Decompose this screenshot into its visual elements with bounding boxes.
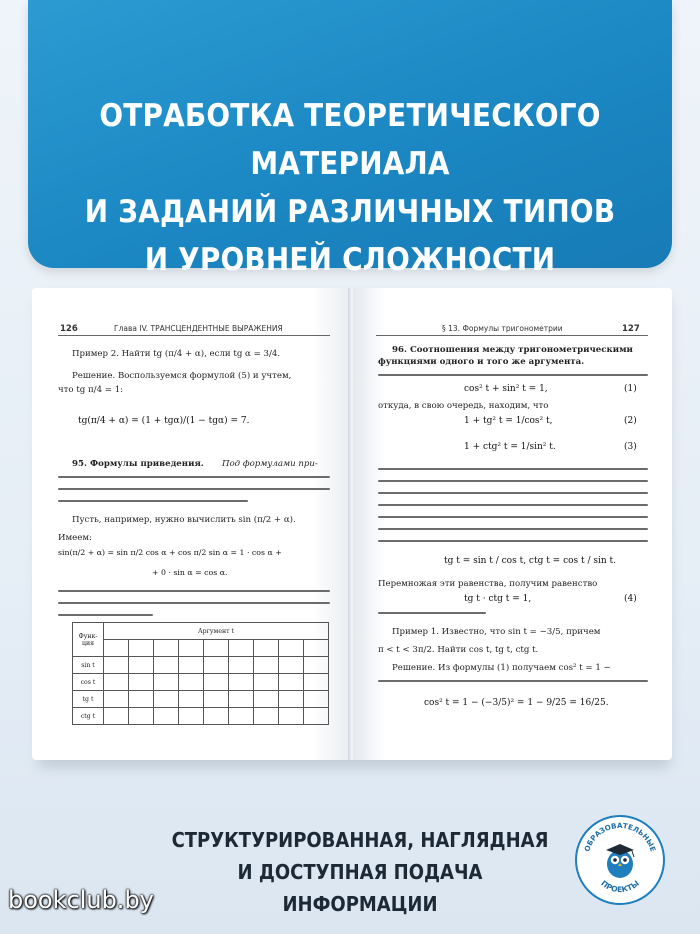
left-section-title: 95. Формулы приведения. [72,459,204,469]
left-page-number: 126 [60,324,78,334]
bottom-line-1: СТРУКТУРИРОВАННАЯ, НАГЛЯДНАЯ [171,828,549,852]
bottom-caption [160,824,560,920]
left-solution-2: что tg π/4 = 1: [58,385,124,395]
banner-line-1: ОТРАБОТКА ТЕОРЕТИЧЕСКОГО МАТЕРИАЛА [99,98,601,182]
bottom-line-2: И ДОСТУПНАЯ ПОДАЧА ИНФОРМАЦИИ [237,860,483,916]
right-example-2: π < t < 3π/2. Найти cos t, tg t, ctg t. [378,645,539,655]
left-paragraph-lines [58,476,330,512]
table-row: tg t [73,691,329,708]
right-multiply: Перемножая эти равенства, получим равенство [378,579,598,589]
right-solution: Решение. Из формулы (1) получаем cos² t = 1 − [392,663,611,673]
left-have: Имеем: [58,533,92,543]
left-example-2: Пусть, например, нужно вычислить sin (π/2 + α). [72,515,296,525]
right-formula-2-number: (2) [624,416,637,426]
left-example: Пример 2. Найти tg (π/4 + α), если tg α = 3/4. [72,349,281,359]
right-formula-1: cos² t + sin² t = 1, [464,384,548,394]
right-page-number: 127 [622,324,640,334]
left-solution: Решение. Воспользуемся формулой (5) и учтем, [72,371,292,381]
logo-bottom-text: ПРОЕКТЫ [599,878,641,895]
right-formula-5: tg t · ctg t = 1, [464,594,532,604]
right-section-title: 96. Соотношения между тригонометрическими [392,345,633,355]
left-paragraph-lines-2 [58,590,330,626]
right-formula-3: 1 + ctg² t = 1/sin² t. [464,442,556,452]
left-formula-1: tg(π/4 + α) = (1 + tgα)/(1 − tgα) = 7. [78,416,250,426]
reduction-table [72,622,329,725]
table-row: ctg t [73,708,329,725]
open-book-image [32,288,672,766]
table-row: cos t [73,674,329,691]
right-formula-4: tg t = sin t / cos t, ctg t = cos t / sin t. [444,556,617,566]
table-caption: Аргумент t [104,623,329,640]
right-then: откуда, в свою очередь, находим, что [378,401,549,411]
left-section-tail: Под формулами при- [222,459,318,469]
publisher-logo [574,814,666,906]
left-page-header: Глава IV. ТРАНСЦЕНДЕНТНЫЕ ВЫРАЖЕНИЯ [114,324,283,333]
left-page [32,288,350,760]
right-paragraph-lines-4 [378,680,648,692]
right-formula-6: cos² t = 1 − (−3/5)² = 1 − 9/25 = 16/25. [424,698,609,708]
table-header-row [73,640,329,657]
logo-top-text: ОБРАЗОВАТЕЛЬНЫЕ [582,820,658,853]
right-header-rule [376,335,648,336]
left-header-rule [58,335,330,336]
right-paragraph-lines-2 [378,468,648,552]
left-formula-3: + 0 · sin α = cos α. [152,568,228,577]
right-section-title-2: функциями одного и того же аргумента. [378,357,585,367]
right-formula-5-number: (4) [624,594,637,604]
right-page-header: § 13. Формулы тригонометрии [442,324,563,333]
table-corner: Функ-ция [73,623,104,657]
right-formula-1-number: (1) [624,384,637,394]
left-formula-2: sin(π/2 + α) = sin π/2 cos α + cos π/2 sin α = 1 · cos α + [58,548,282,557]
banner-title [28,92,672,284]
right-example: Пример 1. Известно, что sin t = −3/5, причем [392,627,601,637]
owl-icon [606,844,634,878]
table-row: sin t [73,657,329,674]
banner-line-3: И УРОВНЕЙ СЛОЖНОСТИ [144,242,556,278]
right-formula-3-number: (3) [624,442,637,452]
site-watermark: bookclub.by [8,886,154,914]
banner-line-2: И ЗАДАНИЙ РАЗЛИЧНЫХ ТИПОВ [84,194,616,230]
right-page [354,288,672,760]
right-paragraph-lines-3 [378,612,648,624]
right-formula-2: 1 + tg² t = 1/cos² t, [464,416,553,426]
header-banner [28,0,672,278]
